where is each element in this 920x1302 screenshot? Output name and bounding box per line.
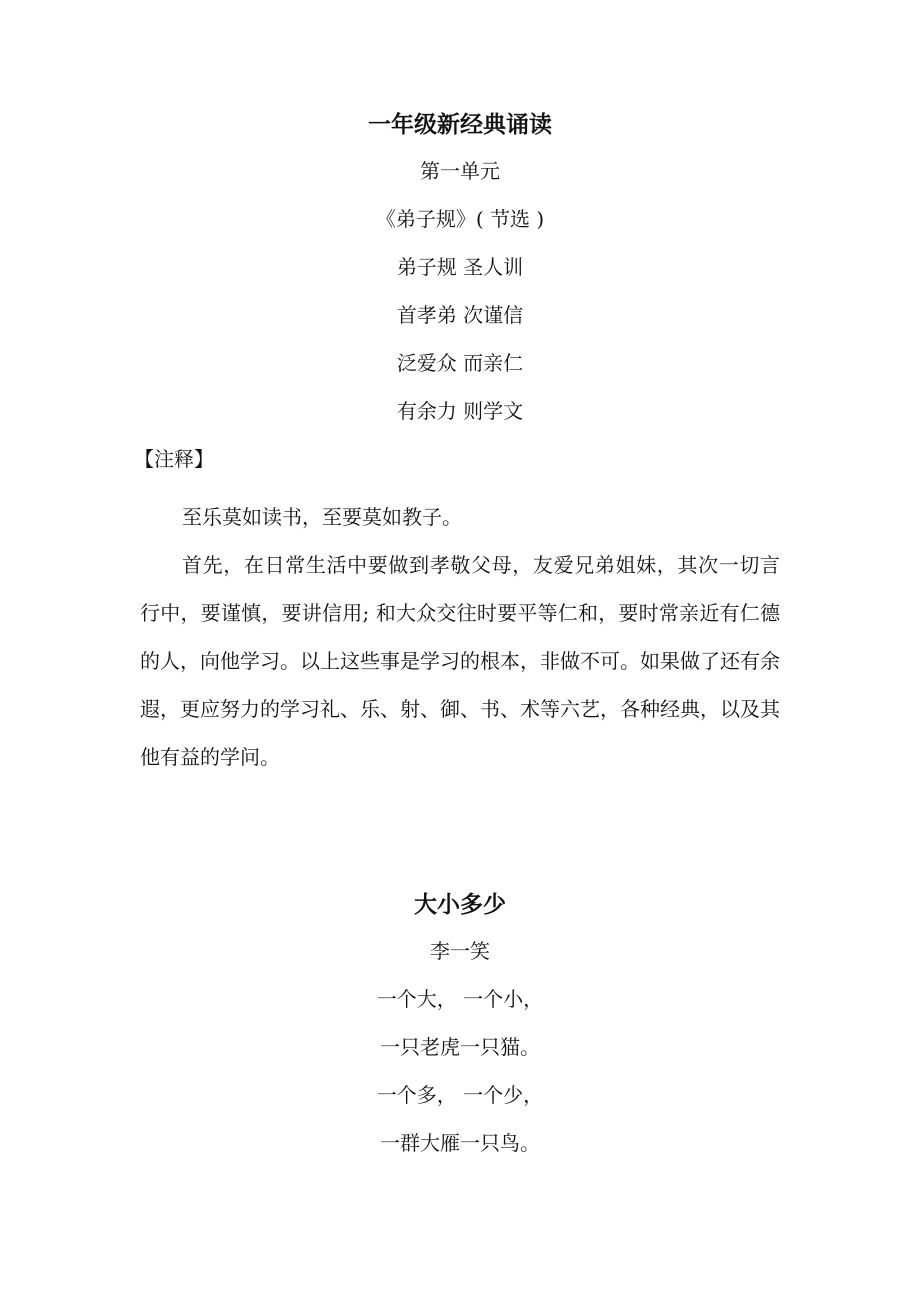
poem-line: 一群大雁一只鸟。 bbox=[380, 1131, 540, 1155]
poem-title: 大小多少 bbox=[414, 892, 506, 918]
verse-line: 有余力 则学文 bbox=[396, 399, 524, 423]
poem-line: 一个多， 一个少， bbox=[376, 1083, 544, 1107]
verse-line: 泛爱众 而亲仁 bbox=[396, 351, 524, 375]
note-heading: 【注释】 bbox=[134, 447, 214, 471]
poem-section bbox=[140, 890, 780, 1177]
verse-line: 首孝弟 次谨信 bbox=[396, 303, 524, 327]
poem-author: 李一笑 bbox=[430, 939, 490, 963]
poem-line: 一个大， 一个小， bbox=[376, 987, 544, 1011]
note-paragraph: 至乐莫如读书，至要莫如教子。 bbox=[182, 505, 462, 529]
poem-line: 一只老虎一只猫。 bbox=[380, 1035, 540, 1059]
classic-reading-section bbox=[134, 110, 780, 781]
note-paragraph: 首先，在日常生活中要做到孝敬父母，友爱兄弟姐妹，其次一切言行中，要谨慎，要讲信用; 和大众交往时要平等仁和，要时常亲近有仁德的人，向他学习。以上这些事是学习的根本，非做不可。如果做了还有余遐，更应努力的学习礼、乐、射、御、书、术等六艺，各种经典，以及其他有益的学问。 bbox=[140, 553, 780, 769]
text-subtitle: 《弟子规》( 节选 ) bbox=[375, 207, 545, 231]
unit-label: 第一单元 bbox=[420, 159, 500, 183]
page-title: 一年级新经典诵读 bbox=[368, 112, 552, 138]
verse-line: 弟子规 圣人训 bbox=[396, 255, 524, 279]
